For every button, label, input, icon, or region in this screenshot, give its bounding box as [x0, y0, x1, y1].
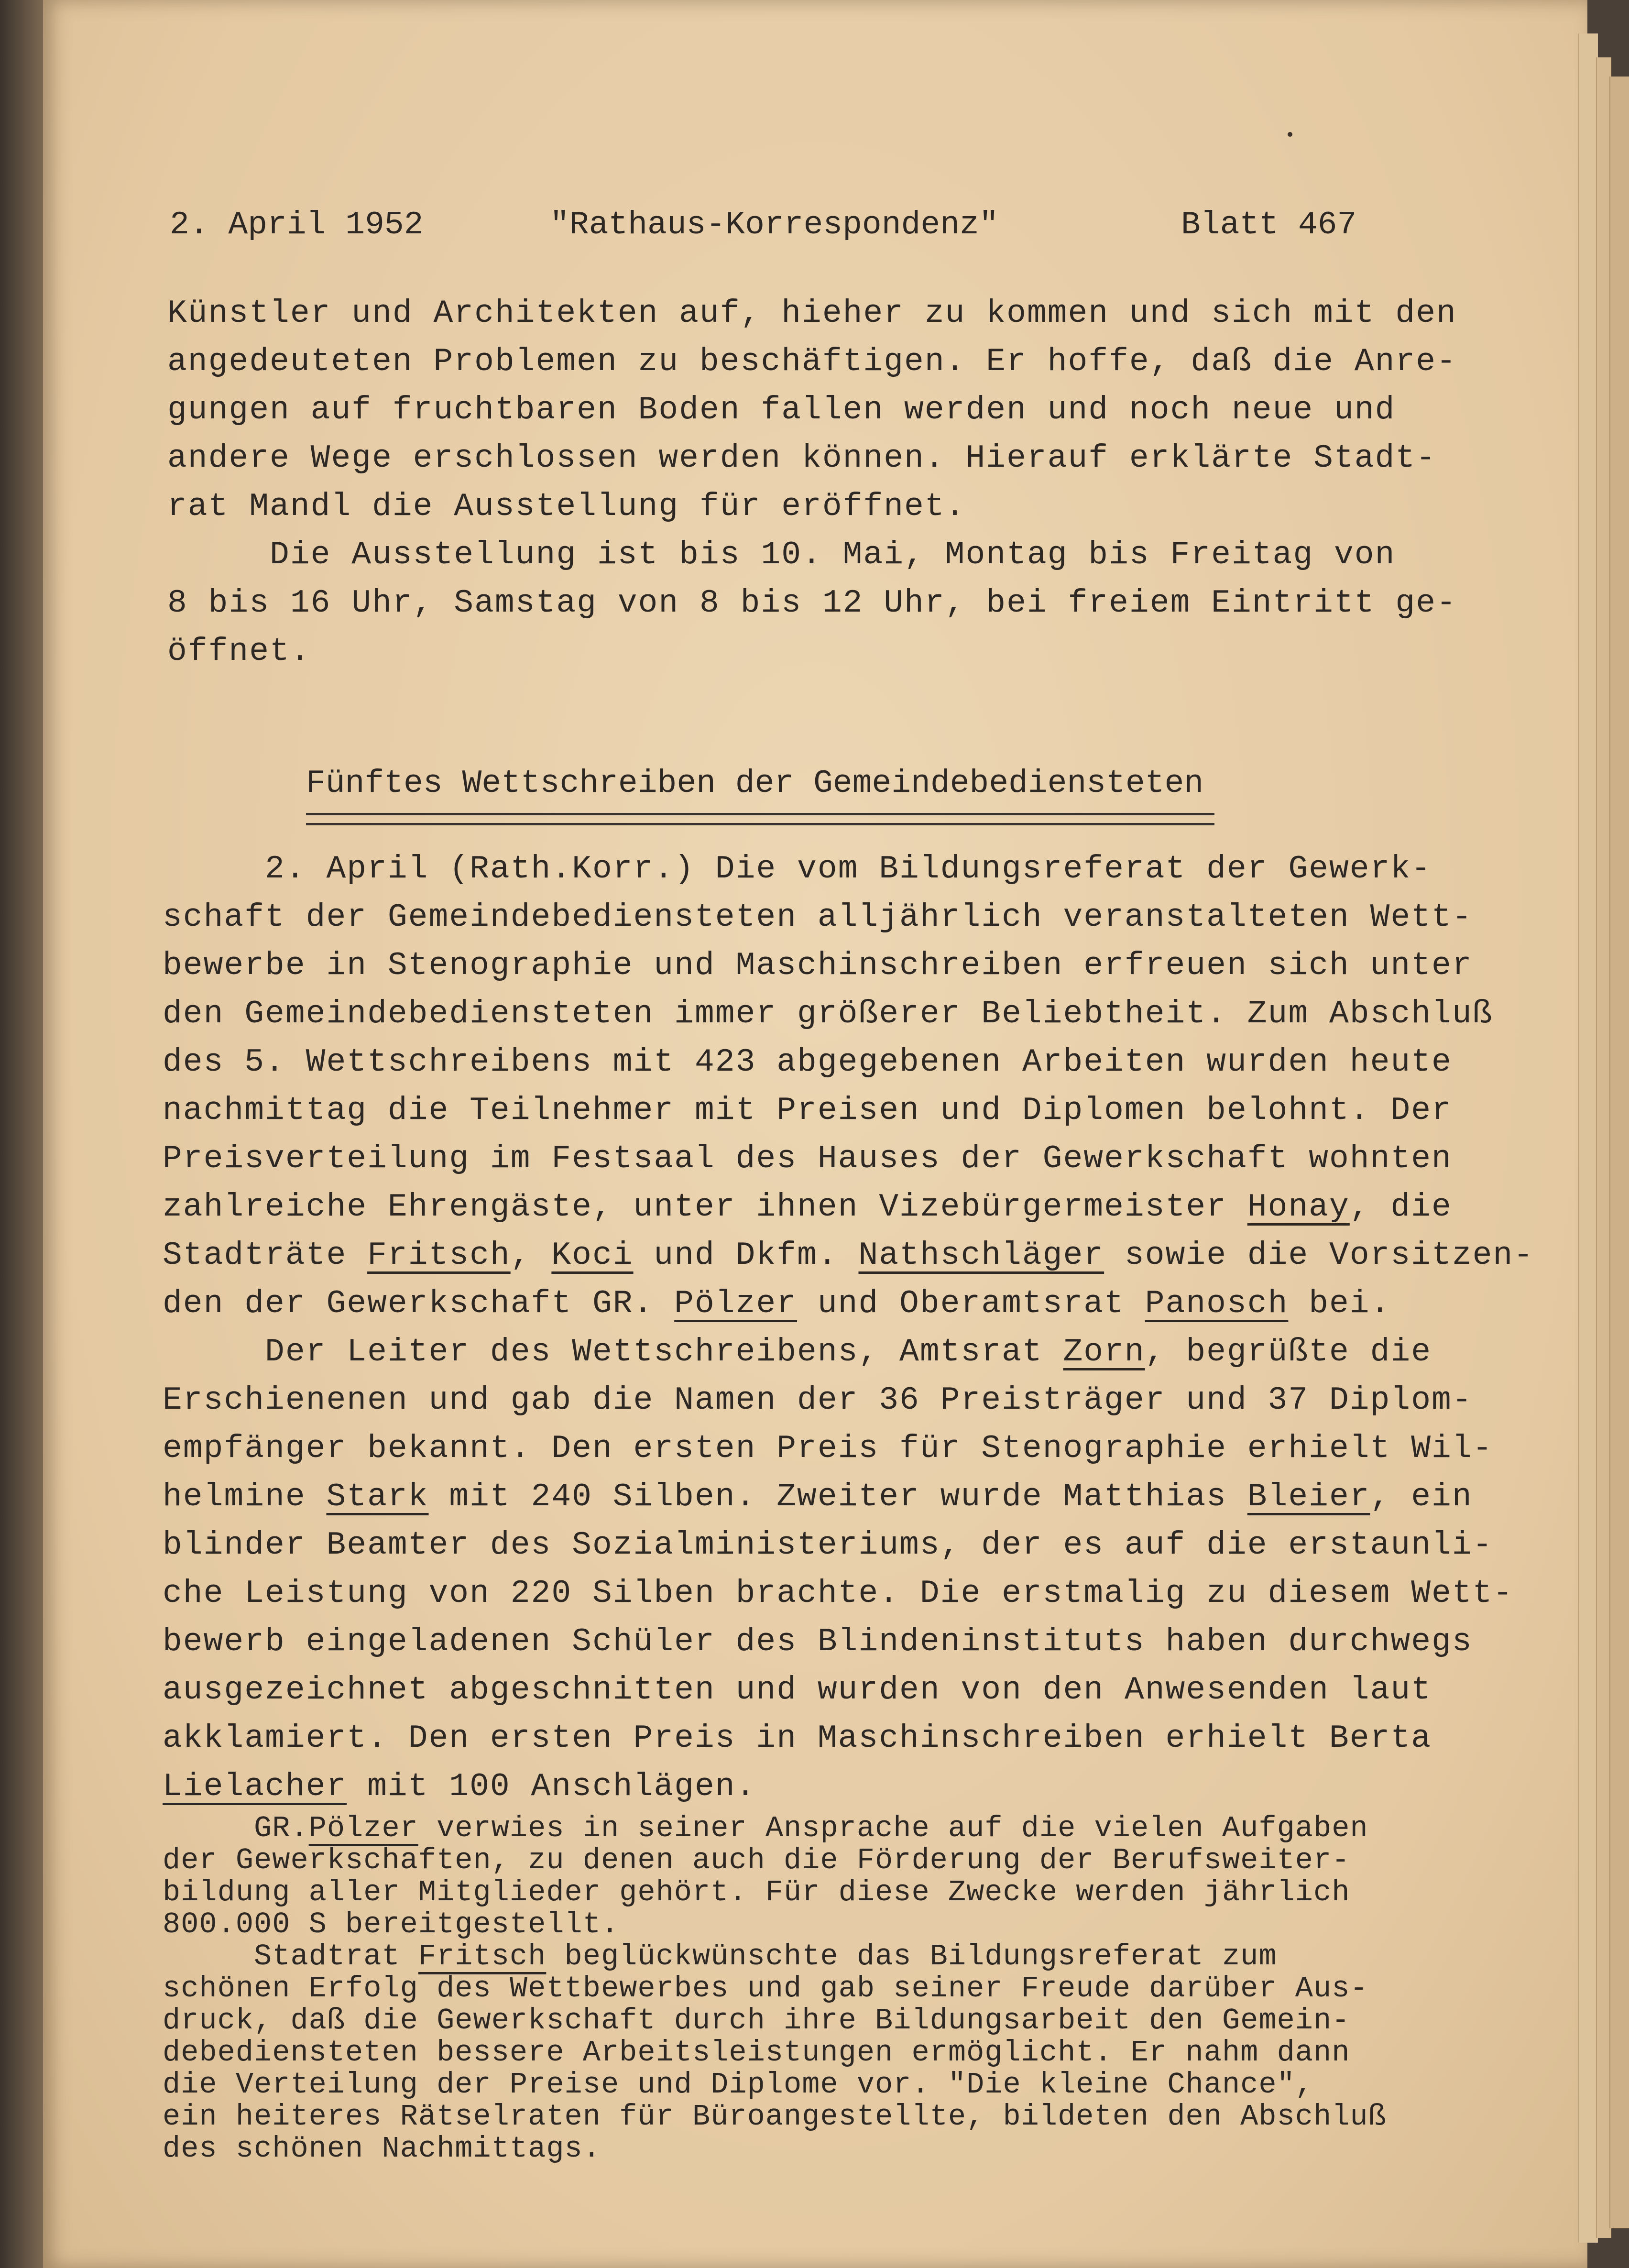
title-double-underline: [306, 813, 1214, 825]
text-run: mit 240 Silben. Zweiter wurde Matthias: [428, 1479, 1247, 1515]
text-line: druck, daß die Gewerkschaft durch ihre Bildungsarbeit den Gemein-: [163, 2004, 1350, 2038]
text-run: Stadtrat: [163, 1939, 418, 1973]
text-run: und Dkfm.: [633, 1237, 859, 1274]
text-line: öffnet.: [167, 633, 311, 670]
underlined-name: Nathschläger: [858, 1237, 1104, 1274]
text-line: 8 bis 16 Uhr, Samstag von 8 bis 12 Uhr, bei freiem Eintritt ge-: [167, 585, 1457, 622]
underlined-name: Fritsch: [367, 1237, 511, 1274]
text-run: sowie die Vorsitzen-: [1104, 1237, 1534, 1274]
text-line: Künstler und Architekten auf, hieher zu kommen und sich mit den: [167, 295, 1457, 332]
text-line: che Leistung von 220 Silben brachte. Die erstmalig zu diesem Wett-: [163, 1575, 1514, 1612]
header-date: 2. April 1952: [170, 207, 424, 243]
text-line: [163, 1328, 1432, 1376]
text-line: empfänger bekannt. Den ersten Preis für Stenographie erhielt Wil-: [163, 1430, 1493, 1467]
text-line: angedeuteten Problemen zu beschäftigen. Er hoffe, daß die Anre-: [167, 343, 1457, 380]
text-line: [163, 1940, 1277, 1972]
text-line: [163, 1183, 1452, 1231]
text-line: den Gemeindebediensteten immer größerer Beliebtheit. Zum Abschluß: [163, 996, 1493, 1032]
text-run: mit 100 Anschlägen.: [347, 1768, 756, 1805]
text-line: schaft der Gemeindebediensteten alljährlich veranstalteten Wett-: [163, 899, 1473, 936]
text-line: debediensteten bessere Arbeitsleistungen ermöglicht. Er nahm dann: [163, 2036, 1350, 2070]
text-run: GR.: [163, 1811, 309, 1845]
underlined-name: Koci: [551, 1237, 634, 1274]
underlined-name: Pölzer: [674, 1285, 798, 1322]
text-line: Preisverteilung im Festsaal des Hauses der Gewerkschaft wohnten: [163, 1140, 1452, 1177]
text-run: Der Leiter des Wettschreibens, Amtsrat: [163, 1334, 1063, 1370]
text-line: rat Mandl die Ausstellung für eröffnet.: [167, 488, 966, 525]
text-line: Die Ausstellung ist bis 10. Mai, Montag bis Freitag von: [167, 537, 1396, 573]
text-line: ausgezeichnet abgeschnitten und wurden von den Anwesenden laut: [163, 1672, 1432, 1709]
text-run: , die: [1349, 1189, 1452, 1226]
text-line: [163, 1812, 1368, 1844]
article-title: Fünftes Wettschreiben der Gemeindebediensteten: [306, 765, 1204, 802]
header-publication: "Rathaus-Korrespondenz": [550, 207, 999, 243]
underlined-name: Panosch: [1145, 1285, 1289, 1322]
underlined-name: Lielacher: [163, 1768, 347, 1805]
text-line: [163, 1473, 1473, 1521]
text-line: [163, 1231, 1534, 1280]
text-line: [163, 1280, 1390, 1328]
text-line: andere Wege erschlossen werden können. Hierauf erklärte Stadt-: [167, 440, 1437, 477]
underlined-name: Stark: [326, 1479, 429, 1515]
text-run: bei.: [1288, 1285, 1391, 1322]
text-run: den der Gewerkschaft GR.: [163, 1285, 675, 1322]
underlined-name: Honay: [1247, 1189, 1350, 1226]
text-line: 2. April (Rath.Korr.) Die vom Bildungsreferat der Gewerk-: [163, 851, 1432, 887]
underlined-name: Zorn: [1063, 1334, 1145, 1370]
text-run: zahlreiche Ehrengäste, unter ihnen Vizebürgermeister: [163, 1189, 1247, 1226]
text-line: die Verteilung der Preise und Diplome vor. "Die kleine Chance",: [163, 2068, 1313, 2102]
text-line: des 5. Wettschreibens mit 423 abgegebenen Arbeiten wurden heute: [163, 1044, 1452, 1081]
text-line: ein heiteres Rätselraten für Büroangestellte, bildeten den Abschluß: [163, 2100, 1387, 2134]
ink-dot: [1288, 132, 1292, 137]
text-line: [163, 1763, 756, 1811]
text-run: helmine: [163, 1479, 327, 1515]
text-line: bewerb eingeladenen Schüler des Blindeninstituts haben durchwegs: [163, 1623, 1473, 1660]
page-edge: [1578, 33, 1598, 2243]
page-edge: [1609, 77, 1629, 2228]
underlined-name: Pölzer: [308, 1811, 418, 1845]
text-line: schönen Erfolg des Wettbewerbes und gab seiner Freude darüber Aus-: [163, 1972, 1368, 2005]
text-run: und Oberamtsrat: [797, 1285, 1145, 1322]
text-line: der Gewerkschaften, zu denen auch die Förderung der Berufsweiter-: [163, 1843, 1350, 1877]
text-line: nachmittag die Teilnehmer mit Preisen und Diplomen belohnt. Der: [163, 1092, 1452, 1129]
header-sheet-number: Blatt 467: [1181, 207, 1357, 243]
text-run: , begrüßte die: [1145, 1334, 1432, 1370]
text-run: beglückwünschte das Bildungsreferat zum: [546, 1939, 1277, 1973]
text-run: Stadträte: [163, 1237, 368, 1274]
text-line: Erschienenen und gab die Namen der 36 Preisträger und 37 Diplom-: [163, 1382, 1473, 1419]
text-line: akklamiert. Den ersten Preis in Maschinschreiben erhielt Berta: [163, 1720, 1432, 1757]
text-run: , ein: [1370, 1479, 1473, 1515]
text-line: 800.000 S bereitgestellt.: [163, 1907, 620, 1941]
text-run: ,: [510, 1237, 552, 1274]
text-line: gungen auf fruchtbaren Boden fallen werden und noch neue und: [167, 392, 1396, 428]
text-line: bewerbe in Stenographie und Maschinschreiben erfreuen sich unter: [163, 947, 1473, 984]
text-line: blinder Beamter des Sozialministeriums, der es auf die erstaunli-: [163, 1527, 1493, 1564]
text-run: verwies in seiner Ansprache auf die vielen Aufgaben: [418, 1811, 1368, 1845]
text-line: bildung aller Mitglieder gehört. Für diese Zwecke werden jährlich: [163, 1875, 1350, 1909]
text-line: des schönen Nachmittags.: [163, 2132, 601, 2166]
underlined-name: Fritsch: [418, 1939, 547, 1973]
underlined-name: Bleier: [1247, 1479, 1370, 1515]
